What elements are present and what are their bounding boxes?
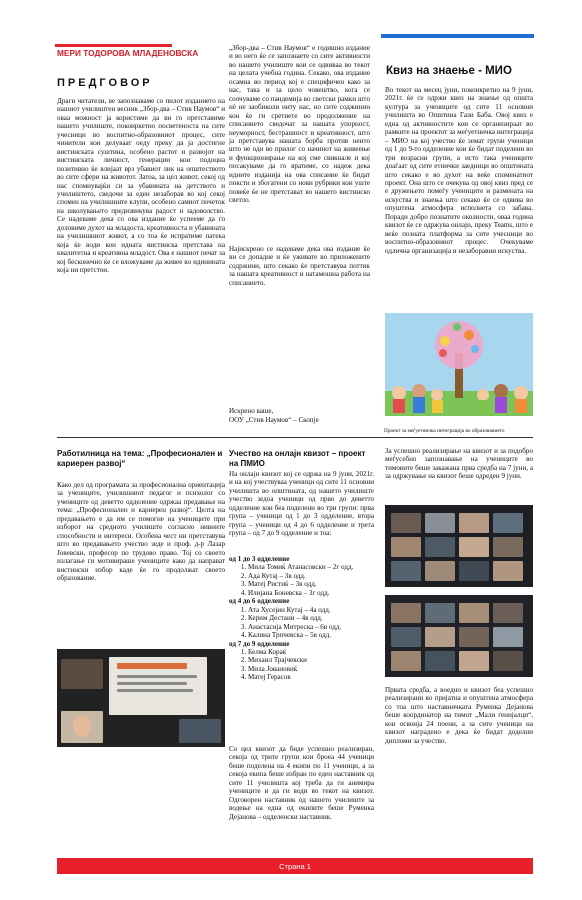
teams-quiz-screenshot-2 [385, 595, 533, 677]
list-item: 1. Белма Кораќ [248, 648, 374, 656]
group-heading-4-6: од 4 до 6 одделение [229, 597, 290, 606]
video-tile [493, 627, 523, 647]
top-accent-blue-bar [381, 34, 534, 38]
slide-text-line [117, 689, 193, 692]
workshop-video-call-photo [57, 649, 225, 747]
video-tile [425, 513, 455, 533]
preface-title: ПРЕДГОВОР [57, 77, 153, 89]
tree-illustration [385, 313, 533, 416]
video-tile [425, 603, 455, 623]
quiz-title: Квиз на знаење - МИО [386, 65, 512, 77]
video-tile [459, 513, 489, 533]
participant-face [73, 715, 91, 737]
video-tile [493, 513, 523, 533]
list-item: 1. Мила Томиќ Атанасовски – 2г одд. [248, 563, 374, 571]
video-tile [391, 537, 421, 557]
video-tile [391, 627, 421, 647]
video-tile [425, 627, 455, 647]
video-tile [459, 537, 489, 557]
list-item: 4. Калина Трпчевска – 5в одд. [248, 631, 374, 639]
list-item: 2. Михаил Трајчевски [248, 656, 374, 664]
right-bottom-outro: Првата средба, а воедно и квизот беа успешно реализирани во пријатна и опуштена атмосфера со тоа што наставничката Руменка Дејанова беше координатор на тимот „Мали гениjалци“, кои освоија 24 поени, а за сите ученици на квизот наградено е дека ќе бидат доделни дипломи за учество. [385, 686, 533, 745]
list-item: 1. Ата Хусејин Кутај – 4а одд. [248, 606, 374, 614]
middle-outro-text: Најискрено се надеваме дека ова издание ќе ви се допадне и ќе уживате во приложените содржини, што секако ќе претставува поттик за нашата креативност и натамошна работа на списанието. [229, 245, 370, 287]
workshop-text: Како дел од програмата за професионална ориентација за учениците, училишниот педагог и психолог со учениците од деветто одделение одржаа предавање на тема: „Професионален и кариерен развој“. Целта на предавањето е да им се помогне на учениците при изборот на средното училиште согласно нивните способности и интереси. Особена чест ни претставува што во предавањето учество зеде и проф. д-р Лазар Јовевски, професор по трудово право. Тој со своето излагање ги мотивираше учениците како да направат вистински избор каде ќе го продолжат своето образование. [57, 481, 225, 582]
video-tile [459, 627, 489, 647]
list-item: 3. Мила Јовановиќ [248, 665, 374, 673]
tree-children-image [385, 313, 533, 416]
video-tile [493, 651, 523, 671]
video-tile [425, 651, 455, 671]
participant-groups [229, 555, 374, 682]
list-item: 3. Анастасија Митреска – 6в одд. [248, 623, 374, 631]
footer-bar [57, 858, 533, 874]
group-heading-7-9: од 7 до 9 одделение [229, 639, 290, 648]
signature-line: Искрено ваше, [229, 407, 274, 415]
middle-intro-text: „Збор-двa – Стив Наумов“ е годишно издание и во него ќе се запознаете со сите активности во нашето училиште кои се одвиваа во текот на целата учебна година. Секако, ова издание осамна во период кој е специфичен како за нас, така и за цело човештво, кога се соочуваме со пандемија во светски рамки што нè не заобиколи ниту нас, но сите соджинин кон ќе ги сретнете во продолжение на списанието сведочат за нашата упорност, неуморност, бестрашност и креативност, што ја претставува нашата борба против неито што не оди во прилог со начинот на живеење и функционирање на кој сме свикнале и кој посакуваме да го вратиме, со надеж дека идните изданија на ова списание ќе бидат поксти и збогатени со нови рубрики кои уште повеќе ќе не претставaт во нашето вистинско светло. [229, 44, 370, 205]
list-item: 4. Матеј Герасов [248, 673, 374, 681]
video-tile [493, 603, 523, 623]
participant-tile [61, 659, 103, 689]
video-tile [391, 561, 421, 581]
online-quiz-intro: На онлајн квизот кој се одржа на 9 јуни, 2021г. и на кој учествуваа ученици од сите 11 основни училишта во општината, од нашето училиште учество зедоа ученици од прво до деветто одделение кои беа поделени во три групи: прва група – ученици од 1 до 3 одделение, втора група – ученици од 4 до 6 одделение и трета група – од 7 до 9 одделение и тоа: [229, 470, 374, 538]
tree-caption: Проект за меѓуетничка интеграција во образованието [384, 428, 505, 434]
slide-header-strip [117, 663, 187, 669]
signature-org: ООУ „Стив Наумов“ – Скопје [229, 416, 319, 424]
video-tile [391, 603, 421, 623]
workshop-title: Работилница на тема: „Професионален и кариерен развој“ [57, 449, 223, 468]
online-quiz-outro: Со цел квизот да биде успешно реализиран, секоја од трите групи кои броеа 44 ученици беше поделена на 4 екипи по 11 ученици, а за секоја екипа беше избран по еден наставник од сите 11 училишта кој треба да ги анимира учениците и да ги води во текот на квизот. Одговорен наставник од нашето училиште за водење на една од екипите беше Руменка Дејанова – одделенски наставник. [229, 745, 374, 821]
video-tile [391, 513, 421, 533]
video-tile [493, 537, 523, 557]
list-item: 2. Керим Дестани – 4в одд. [248, 614, 374, 622]
video-tile [459, 651, 489, 671]
video-tile [493, 561, 523, 581]
group-heading-1-3: од 1 до 3 одделение [229, 555, 290, 563]
top-accent-red-bar [55, 44, 172, 47]
section-divider [57, 437, 533, 438]
list-item: 4. Илијана Боневска – 3г одд. [248, 589, 374, 597]
list-item: 2. Ада Кутај – 3в одд. [248, 572, 374, 580]
video-tile [391, 651, 421, 671]
video-tile [425, 561, 455, 581]
right-bottom-intro: За успешно реализирање на квизот и за подобро меѓусебно запознавање на учениците во тимовите беше закажана прва средба на 7 јуни, а за одржување на квизот беше одреден 9 јуни. [385, 447, 533, 481]
author-name: МЕРИ ТОДОРОВА МЛАДЕНОВСКА [57, 48, 199, 58]
page-number: Страна 1 [279, 861, 311, 871]
video-tile [425, 537, 455, 557]
online-quiz-title: Учество на онлајн квизот – проект на ПМИО [229, 449, 366, 468]
video-tile [459, 561, 489, 581]
group-list-7-9 [229, 648, 374, 682]
slide-text-line [117, 675, 197, 678]
quiz-text: Во текот на месец јуни, поконкретно на 9 јуни, 2021г. ќе се одржи квиз на знаење од општа култура за учениците од сите 11 основни училишта во Општина Гази Баба. Овој квиз е една од активностите кои се организираат во рамките на проектот за меѓуетничка интеграција – МИО на кој учество ќе земат групи ученици од 1 до 9-то одделение кои ќе бидат поделени во три возрасни групи, а исто така учениците доаѓаат од сите етнички заедници во општината што секако е во духот на веќе споменатиот проект. Она што се очекува од овој квиз пред се е дружењето помеѓу учениците и размената на искуства и знаења што секако ќе се одвива во опуштена атмосфера исполнета со забава. Поради добро познатите околности, оваа година квизот ќе се одржува онлајн, преку Teams, што е веќе позната платформа за сите учесници во воспитно-образовниот процес. Очекуваме одлична организација и незаборавни искуства. [385, 86, 533, 255]
list-item: 3. Матеј Ристиќ – 3в одд. [248, 580, 374, 588]
preface-text: Драги читатели, ве запознаваме со пилот изданието на нашиот училиштен весник „Збор-двa – Стив Наумов“ и оваа можност ја користиме да ви го претставиме нашето училиште, покоиркетно посветеноста на сите учесници во воспитно-образовниот процес, сите чинители кои делуваат оеду преку да ја достигне вистинската суштина, особено растот и развојот на вистинската личност, генерации кои подоцна позитивно ќе влијаат врз убавиот лик на општеството во сите сфери на животот. Затоа, за цел живот, секој од нас спомнуваjќи си за убавината на детството и училиштето, сведочи за еден незаборав во кој секој спомен на училишните клупи, особено самиот почеток на школувањето предизвикува радост и задоволство. Се надеваме дека со ова издание ќе успееме да го доловиме духот на младоста, креативноста и убавината на училишниот живот, а со тоа ќе испратиме патека која ќе води кон идната вистинска претставa на квалитетна и креативна младост. Ова е нашиот печат за кој бесконечно ќе се вложуваме да живее во идинината која ни претстои. [57, 97, 225, 275]
slide-text-line [117, 682, 187, 685]
group-list-4-6 [229, 606, 374, 640]
participant-tile [179, 719, 221, 743]
group-list-1-3 [229, 563, 374, 597]
video-tile [459, 603, 489, 623]
teams-quiz-screenshot [385, 505, 533, 587]
